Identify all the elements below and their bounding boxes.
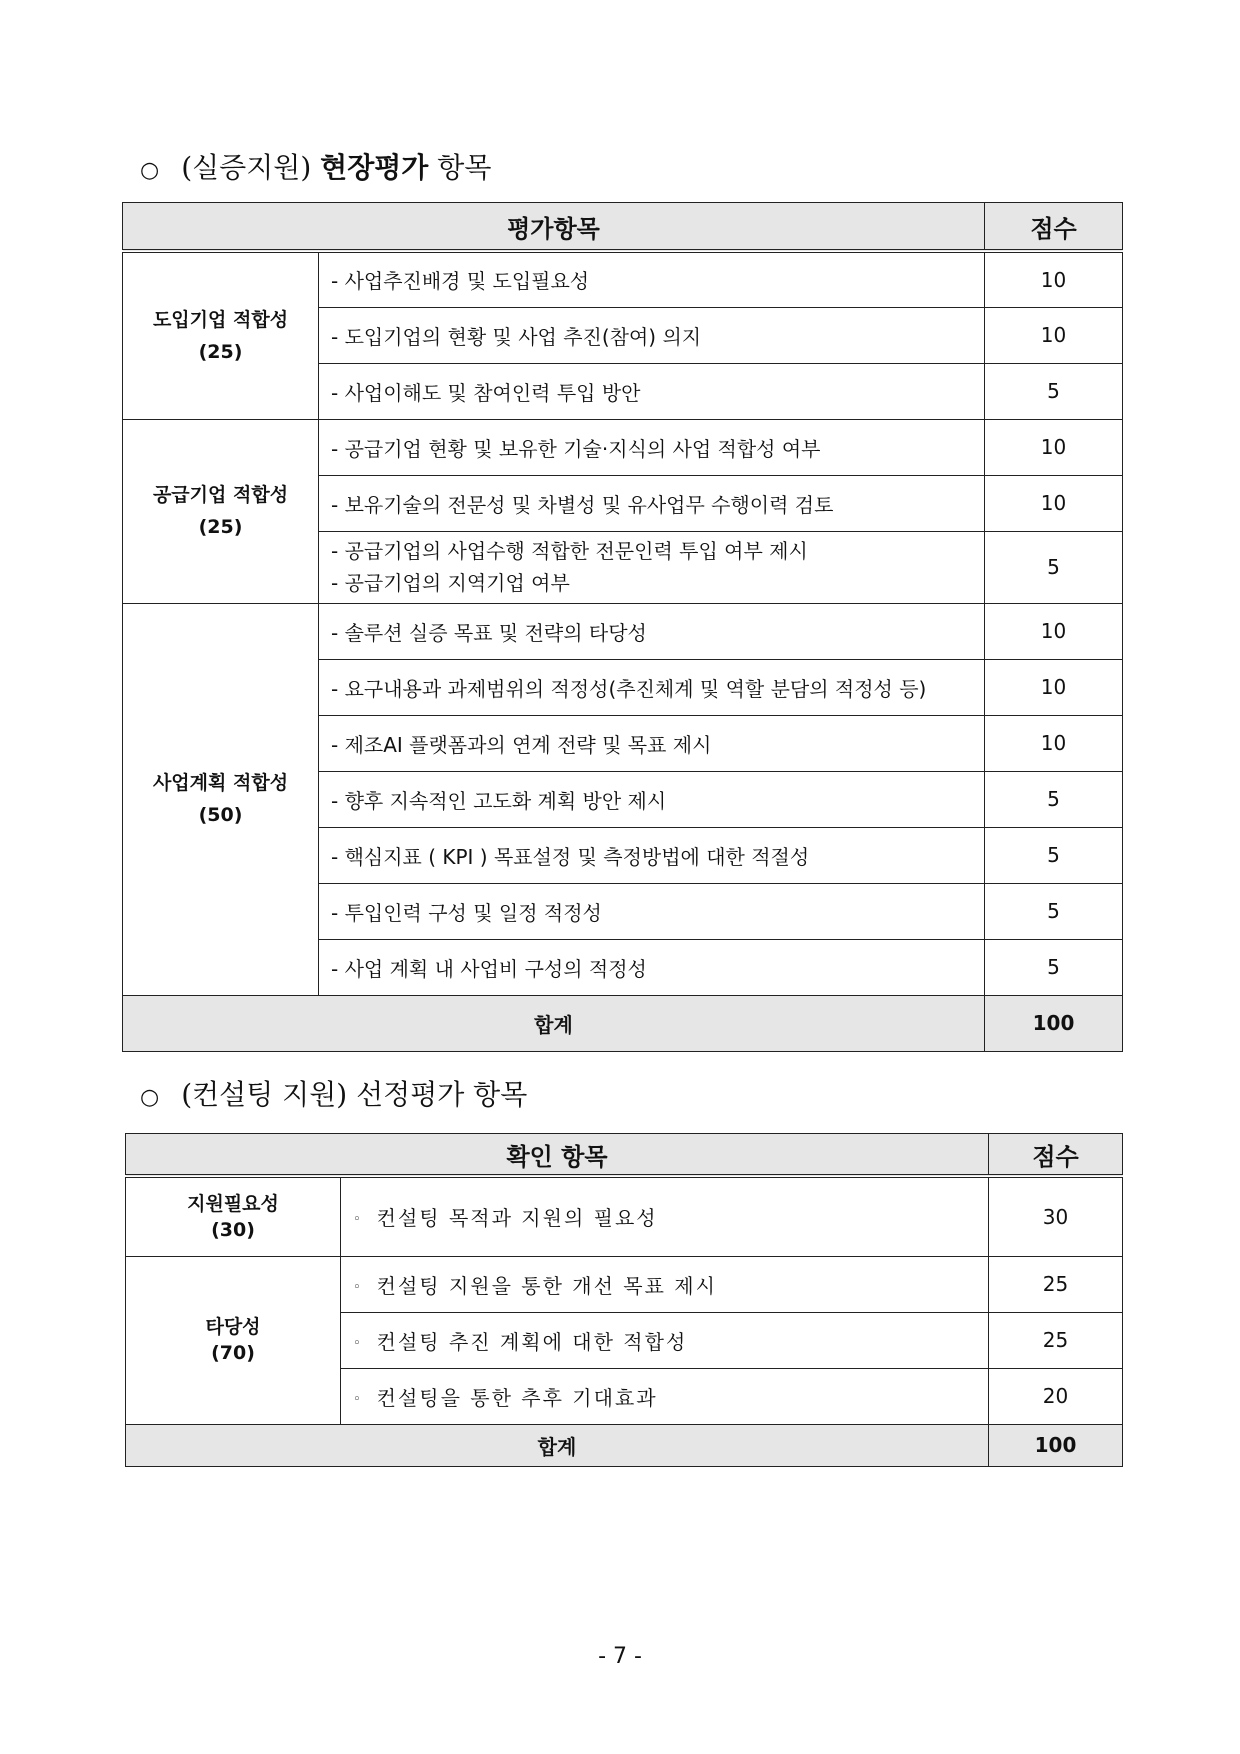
- score-cell: 30: [989, 1176, 1123, 1256]
- check-item-text: 컨설팅 지원을 통한 개선 목표 제시: [376, 1273, 717, 1298]
- evaluation-item: - 사업이해도 및 참여인력 투입 방안: [319, 363, 985, 419]
- check-item: [341, 1312, 989, 1368]
- evaluation-item: - 제조AI 플랫폼과의 연계 전략 및 목표 제시: [319, 715, 985, 771]
- check-item-text: 컨설팅 목적과 지원의 필요성: [376, 1206, 658, 1231]
- category-points: (25): [198, 516, 243, 538]
- evaluation-item: - 향후 지속적인 고도화 계획 방안 제시: [319, 771, 985, 827]
- evaluation-item: - 요구내용과 과제범위의 적정성(추진체계 및 역할 분담의 적정성 등): [319, 659, 985, 715]
- consulting-evaluation-table: [125, 1133, 1123, 1467]
- category-name: 공급기업 적합성: [152, 484, 289, 506]
- circle-bullet-icon: ○: [140, 1085, 160, 1110]
- header-score: 점수: [989, 1134, 1123, 1177]
- evaluation-item: - 솔루션 실증 목표 및 전략의 타당성: [319, 603, 985, 659]
- total-score: 100: [985, 995, 1123, 1051]
- evaluation-item-line: - 공급기업의 지역기업 여부: [331, 571, 570, 595]
- total-label: 합계: [123, 995, 985, 1051]
- category-name: 사업계획 적합성: [152, 772, 289, 794]
- score-cell: 5: [985, 771, 1123, 827]
- table-row: [126, 1256, 1123, 1312]
- table-row: [123, 603, 1123, 659]
- score-cell: 20: [989, 1368, 1123, 1424]
- table-row: [123, 419, 1123, 475]
- small-circle-bullet-icon: ◦: [353, 1335, 363, 1351]
- score-cell: 10: [985, 419, 1123, 475]
- score-cell: 5: [985, 363, 1123, 419]
- score-cell: 5: [985, 531, 1123, 603]
- score-cell: 10: [985, 659, 1123, 715]
- evaluation-item: - 사업 계획 내 사업비 구성의 적정성: [319, 939, 985, 995]
- check-item-text: 컨설팅을 통한 추후 기대효과: [376, 1385, 658, 1410]
- total-row: [126, 1424, 1123, 1466]
- score-cell: 5: [985, 883, 1123, 939]
- circle-bullet-icon: ○: [140, 158, 160, 183]
- evaluation-item: - 보유기술의 전문성 및 차별성 및 유사업무 수행이력 검토: [319, 475, 985, 531]
- category-cell: [126, 1256, 341, 1424]
- category-name: 타당성: [205, 1316, 261, 1338]
- category-points: (50): [198, 804, 243, 826]
- table-row: [123, 251, 1123, 307]
- evaluation-item: - 사업추진배경 및 도입필요성: [319, 251, 985, 307]
- check-item: [341, 1368, 989, 1424]
- score-cell: 10: [985, 715, 1123, 771]
- category-points: (30): [211, 1218, 255, 1241]
- section1-title: [140, 146, 491, 186]
- evaluation-item: - 핵심지표 ( KPI ) 목표설정 및 측정방법에 대한 적절성: [319, 827, 985, 883]
- category-name: 도입기업 적합성: [152, 308, 289, 331]
- header-check-item: 확인 항목: [126, 1134, 989, 1177]
- field-evaluation-table: [122, 202, 1123, 1052]
- small-circle-bullet-icon: ◦: [353, 1212, 363, 1228]
- table-row: [126, 1176, 1123, 1256]
- evaluation-item: [319, 531, 985, 603]
- header-score: 점수: [985, 203, 1123, 252]
- score-cell: 25: [989, 1312, 1123, 1368]
- header-evaluation-item: 평가항목: [123, 203, 985, 252]
- score-cell: 25: [989, 1256, 1123, 1312]
- check-item: [341, 1256, 989, 1312]
- small-circle-bullet-icon: ◦: [353, 1391, 363, 1407]
- check-item-text: 컨설팅 추진 계획에 대한 적합성: [376, 1329, 688, 1354]
- evaluation-item-line: - 공급기업의 사업수행 적합한 전문인력 투입 여부 제시: [331, 539, 808, 563]
- section1-title-suffix: 항목: [437, 151, 492, 184]
- page-number: - 7 -: [598, 1644, 642, 1669]
- evaluation-item: - 도입기업의 현황 및 사업 추진(참여) 의지: [319, 307, 985, 363]
- evaluation-item: - 투입인력 구성 및 일정 적정성: [319, 883, 985, 939]
- score-cell: 5: [985, 939, 1123, 995]
- section2-title-text: (컨설팅 지원) 선정평가 항목: [181, 1078, 528, 1111]
- section1-title-prefix: (실증지원): [181, 151, 312, 184]
- score-cell: 10: [985, 251, 1123, 307]
- check-item: [341, 1176, 989, 1256]
- category-cell: [123, 419, 319, 603]
- score-cell: 10: [985, 603, 1123, 659]
- total-label: 합계: [126, 1424, 989, 1466]
- score-cell: 5: [985, 827, 1123, 883]
- category-name: 지원필요성: [187, 1192, 279, 1215]
- score-cell: 10: [985, 307, 1123, 363]
- category-cell: [126, 1176, 341, 1256]
- total-score: 100: [989, 1424, 1123, 1466]
- category-points: (70): [211, 1342, 255, 1364]
- category-points: (25): [198, 340, 243, 363]
- section1-title-emphasis: 현장평가: [320, 151, 429, 184]
- category-cell: [123, 603, 319, 995]
- section2-title: [140, 1073, 527, 1113]
- total-row: [123, 995, 1123, 1051]
- evaluation-item: - 공급기업 현황 및 보유한 기술·지식의 사업 적합성 여부: [319, 419, 985, 475]
- score-cell: 10: [985, 475, 1123, 531]
- category-cell: [123, 251, 319, 419]
- small-circle-bullet-icon: ◦: [353, 1279, 363, 1295]
